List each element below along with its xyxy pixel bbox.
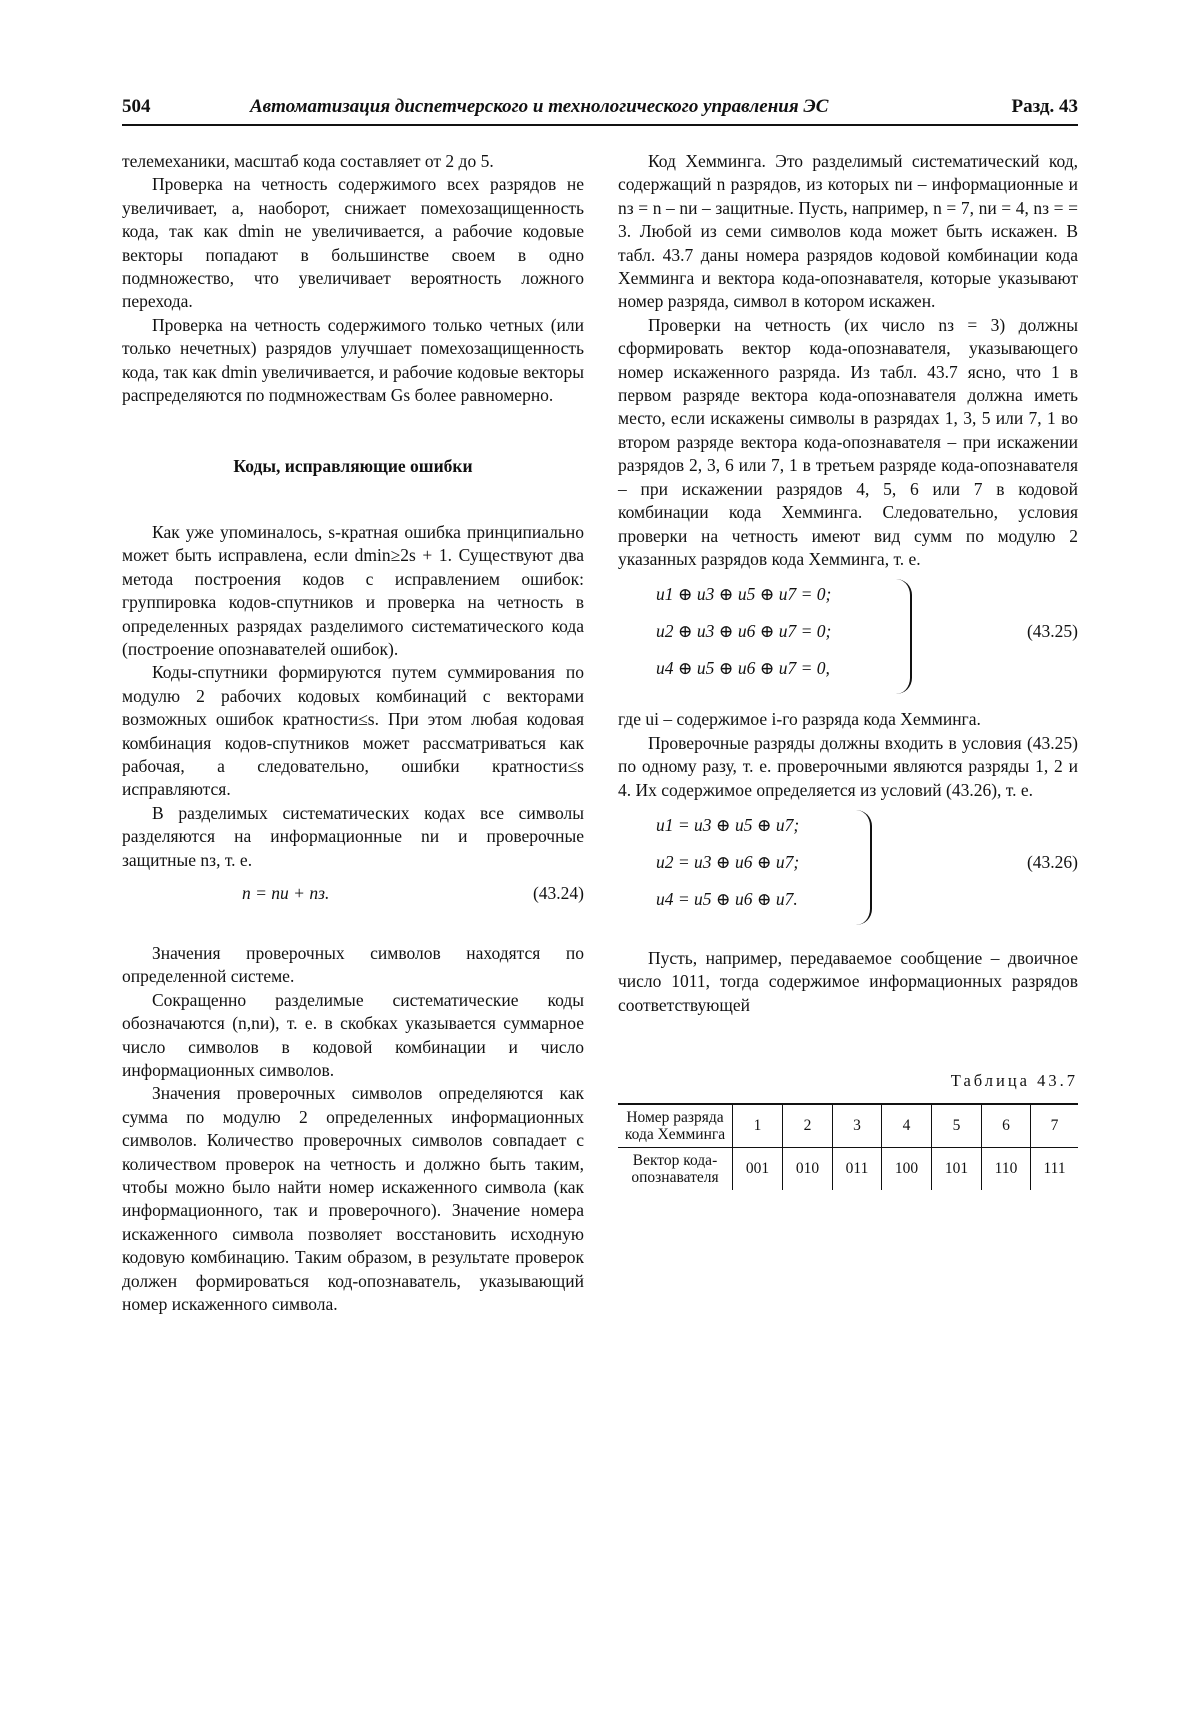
equation-line: u4 ⊕ u5 ⊕ u6 ⊕ u7 = 0, xyxy=(656,658,830,679)
equation-line: u1 = u3 ⊕ u5 ⊕ u7; xyxy=(656,814,800,835)
paragraph: Коды-спутники формируются путем суммирования по модулю 2 рабочих кодовых комбинаций с векторами возможных ошибок кратности≤s. При этом любая кодовая комбинация кодов-спутников может рассматриваться как рабочая, а следовательно, ошибки кратности≤s исправляются. xyxy=(122,662,584,800)
paragraph: Как уже упоминалось, s-кратная ошибка принципиально может быть исправлена, если dmin≥2s + 1. Существуют два метода построения кодов с исправлением ошибок: группировка кодов-спутников и проверка на четность в определенных разрядах разделимого систематического кода (построение опознавателей ошибок). xyxy=(122,521,584,659)
table-cell: 010 xyxy=(782,1147,832,1190)
paragraph: Значения проверочных символов находятся по определенной системе. xyxy=(122,942,584,987)
equation-number: (43.26) xyxy=(1026,851,1078,872)
table-cell: 110 xyxy=(981,1147,1030,1190)
paragraph: Значения проверочных символов определяются как сумма по модулю 2 определенных информационных символов. Количество проверочных символов совпадает с количеством проверок на четность и должно быть таким, чтобы можно было найти номер искаженного символа (как информационного, так и проверочного). Значение номера искаженного символа позволяет восстановить исходную кодовую комбинацию. Таким образом, в результате проверок должен формироваться код-опознаватель, указывающий номер искаженного символа. xyxy=(122,1083,584,1315)
left-column xyxy=(122,150,584,1316)
paragraph: Код Хемминга. Это разделимый систематический код, содержащий n разрядов, из которых nи – информационные и nз = n – nи – защитные. Пусть, например, n = 7, nи = 4, nз = = 3. Любой из семи символов кода может быть искажен. В табл. 43.7 даны номера разрядов кодовой комбинации кода Хемминга и вектора кода-опознавателя, которые указывают номер разряда, символ в котором искажен. xyxy=(618,151,1078,312)
table-cell: 100 xyxy=(882,1147,932,1190)
paragraph: В разделимых систематических кодах все символы разделяются на информационные nи и проверочные защитные nз, т. е. xyxy=(122,802,584,870)
equation-line: u4 = u5 ⊕ u6 ⊕ u7. xyxy=(656,888,798,909)
equation-line: u1 ⊕ u3 ⊕ u5 ⊕ u7 = 0; xyxy=(656,584,832,605)
section-label: Разд. 43 xyxy=(1011,96,1078,117)
table-row-header: Вектор кода-опознавателя xyxy=(618,1147,733,1190)
paragraph: Проверочные разряды должны входить в условия (43.25) по одному разу, т. е. проверочными являются разряды 1, 2 и 4. Их содержимое определяется из условий (43.26), т. е. xyxy=(618,732,1078,800)
table-cell: 7 xyxy=(1031,1104,1078,1148)
paragraph: Пусть, например, передаваемое сообщение – двоичное число 1011, тогда содержимое информационных разрядов соответствующей xyxy=(618,947,1078,1015)
right-brace xyxy=(896,579,912,694)
equation-number: (43.24) xyxy=(532,882,584,903)
paragraph: Сокращенно разделимые систематические коды обозначаются (n,nи), т. е. в скобках указывается суммарное число символов в кодовой комбинации и число информационных символов. xyxy=(122,989,584,1080)
paragraph: телемеханики, масштаб кода составляет от 2 до 5. xyxy=(122,151,494,171)
table-cell: 5 xyxy=(932,1104,982,1148)
table-row xyxy=(618,1147,1078,1190)
paragraph: где ui – содержимое i-го разряда кода Хемминга. xyxy=(618,709,981,730)
table-cell: 1 xyxy=(733,1104,783,1148)
table-caption: Таблица 43.7 xyxy=(950,1071,1078,1091)
table-cell: 2 xyxy=(782,1104,832,1148)
equation-number: (43.25) xyxy=(1026,621,1078,642)
equation-line: u2 ⊕ u3 ⊕ u6 ⊕ u7 = 0; xyxy=(656,621,832,642)
table-cell: 6 xyxy=(981,1104,1030,1148)
table-cell: 3 xyxy=(832,1104,881,1148)
paragraph: Проверки на четность (их число nз = 3) должны сформировать вектор кода-опознавателя, указывающего номер искаженного разряда. Из табл. 43.7 ясно, что 1 в первом разряде вектора кода-опознавателя должна иметь место, если искажены символы в разрядах 1, 3, 5 или 7, 1 во втором разряде вектора кода-опознавателя – при искажении разрядов 2, 3, 6 или 7, 1 в третьем разряде кода-опознавателя – при искажении разрядов 4, 5, 6 или 7 в кодовой комбинации кода Хемминга. Следовательно, условия проверки на четность имеют вид сумм по модулю 2 указанных разрядов кода Хемминга, т. е. xyxy=(618,314,1078,569)
table-cell: 4 xyxy=(882,1104,932,1148)
equation-43-24 xyxy=(122,872,584,920)
equation-line: u2 = u3 ⊕ u6 ⊕ u7; xyxy=(656,851,800,872)
table-row-header: Номер разряда кода Хемминга xyxy=(618,1104,733,1148)
table-cell: 111 xyxy=(1031,1147,1078,1190)
right-column xyxy=(618,150,1078,1190)
table-cell: 101 xyxy=(932,1147,982,1190)
paragraph: Проверка на четность содержимого всех разрядов не увеличивает, а, наоборот, снижает помехозащищенность кода, так как dmin не увеличивается, а рабочие кодовые векторы попадают в большинстве своем в одно подмножество, что увеличивает вероятность ложного перехода. xyxy=(122,174,584,312)
table-row xyxy=(618,1104,1078,1148)
table-cell: 001 xyxy=(733,1147,783,1190)
equation-system-43-25 xyxy=(618,583,1078,694)
running-title: Автоматизация диспетчерского и технологического управления ЭС xyxy=(250,96,829,117)
page-number: 504 xyxy=(122,96,151,117)
paragraph: Проверка на четность содержимого только четных (или только нечетных) разрядов улучшает помехозащищенность кода, так как dmin увеличивается, и рабочие кодовые векторы распределяются по подмножествам Gs более равномерно. xyxy=(122,314,584,406)
running-header xyxy=(122,94,1078,126)
section-heading: Коды, исправляющие ошибки xyxy=(233,456,473,477)
hamming-table xyxy=(618,1103,1078,1190)
equation-expression: n = nи + nз. xyxy=(242,882,330,903)
table-cell: 011 xyxy=(832,1147,881,1190)
right-brace xyxy=(856,810,872,925)
equation-system-43-26 xyxy=(618,814,1078,925)
